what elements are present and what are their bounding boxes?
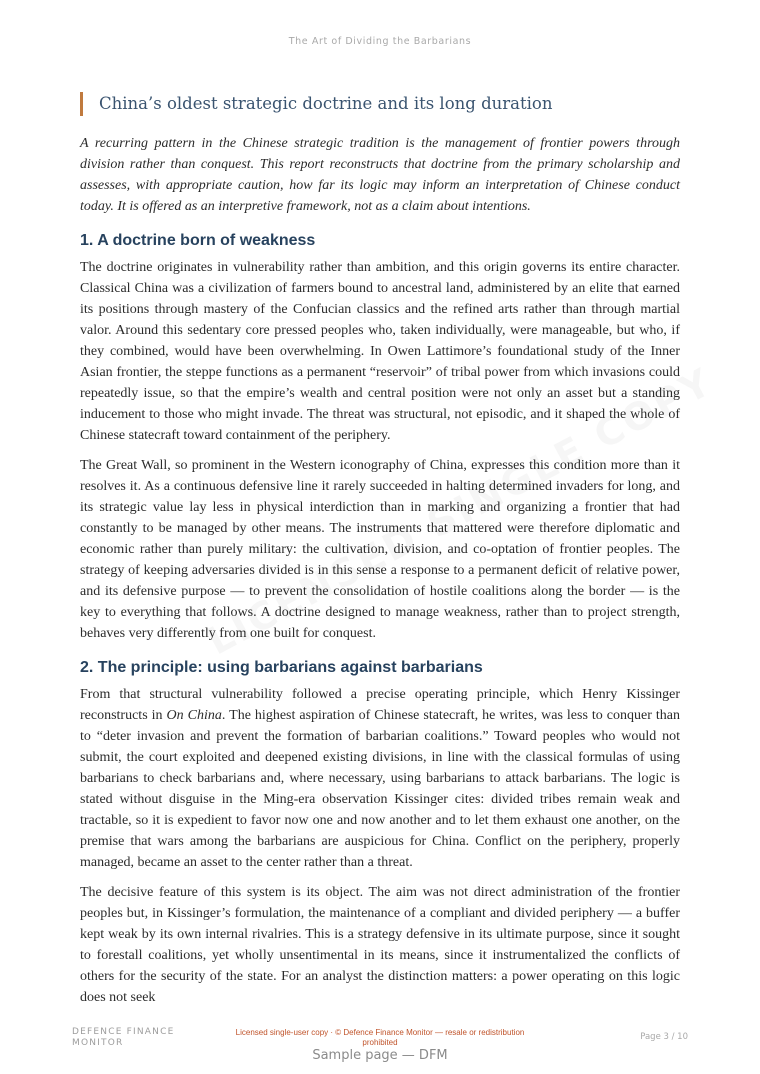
sample-page-label: Sample page — DFM xyxy=(312,1048,448,1063)
running-head: The Art of Dividing the Barbarians xyxy=(288,36,472,47)
publisher-name xyxy=(72,1027,212,1049)
section-2-paragraph-1 xyxy=(80,684,680,873)
license-notice: Licensed single-user copy · © Defence Finance Monitor — resale or redistribution prohibited xyxy=(235,1028,525,1047)
section-1-paragraph-1: The doctrine originates in vulnerability rather than ambition, and this origin governs its entire character. Classical China was a civilization of farmers bound to ancestral land, administered by an elite that earned its positions through mastery of the Confucian classics and the refined arts rather than through martial valor. Around this sedentary core pressed peoples who, taken individually, were manageable, but who, if they combined, would have been overwhelming. In Owen Lattimore’s foundational study of the Inner Asian frontier, the steppe functions as a permanent “reservoir” of tribal power from which invasions could repeatedly issue, so that the empire’s wealth and central position were not only an asset but a standing inducement to those who might invade. The threat was structural, not episodic, and it shaped the whole of Chinese statecraft toward containment of the periphery. xyxy=(80,260,680,443)
document-title: China’s oldest strategic doctrine and its long duration xyxy=(80,92,680,116)
abstract: A recurring pattern in the Chinese strategic tradition is the management of frontier powers through division rather than conquest. This report reconstructs that doctrine from the primary scholarship and assesses, with appropriate caution, how far its logic may inform an interpretation of Chinese conduct today. It is offered as an interpretive framework, not as a claim about intentions. xyxy=(80,136,680,214)
section-2-paragraph-2: The decisive feature of this system is its object. The aim was not direct administration of the frontier peoples but, in Kissinger’s formulation, the maintenance of a compliant and divided periphery — a buffer kept weak by its own internal rivalries. This is a strategy defensive in its ultimate purpose, since it sought to forestall coalitions, yet wholly unsentimental in its means, since it instrumentalized the conflicts of others for the security of the state. For an analyst the distinction matters: a power operating on this logic does not seek xyxy=(80,885,680,1005)
document-body xyxy=(80,92,680,1017)
page-number: Page 3 / 10 xyxy=(640,1032,688,1042)
paragraph-text: From that structural vulnerability followed a precise operating principle, which Henry Kissinger reconstructs in xyxy=(80,687,680,723)
book-title: On China xyxy=(166,708,222,723)
paragraph-text: . The highest aspiration of Chinese statecraft, he writes, was less to conquer than to “deter invasion and prevent the formation of barbarian coalitions.” Toward peoples who would not submit, the court exploited and deepened existing divisions, in line with the classical formulas of using barbarians to check barbarians and, where necessary, using barbarians to attack barbarians. The logic is stated without disguise in the Ming-era observation Kissinger cites: divided tribes remain weak and tractable, so it is expedient to favor now one and now another and to let them exhaust one another, on the premise that wars among the barbarians are auspicious for China. Conflict on the periphery, properly managed, became an asset to the center rather than a threat. xyxy=(80,708,681,870)
section-heading-1: 1. A doctrine born of weakness xyxy=(80,232,316,249)
publisher-name-line-1: DEFENCE FINANCE xyxy=(72,1027,175,1037)
section-1-paragraph-2: The Great Wall, so prominent in the Western iconography of China, expresses this condition more than it resolves it. As a continuous defensive line it rarely succeeded in halting determined invaders for long, and its strategic value lay less in physical interdiction than in marking and organizing a frontier that had constantly to be managed by other means. The instruments that mattered were therefore diplomatic and economic rather than purely military: the cultivation, division, and co-optation of frontier peoples. The strategy of keeping adversaries divided is in this sense a response to a permanent deficit of relative power, and its defensive purpose — to prevent the consolidation of hostile coalitions along the border — is the key to everything that follows. A doctrine designed to manage weakness, rather than to project strength, behaves very differently from one built for conquest. xyxy=(80,458,680,641)
publisher-name-line-2: MONITOR xyxy=(72,1038,124,1048)
section-heading-2: 2. The principle: using barbarians against barbarians xyxy=(80,659,483,676)
